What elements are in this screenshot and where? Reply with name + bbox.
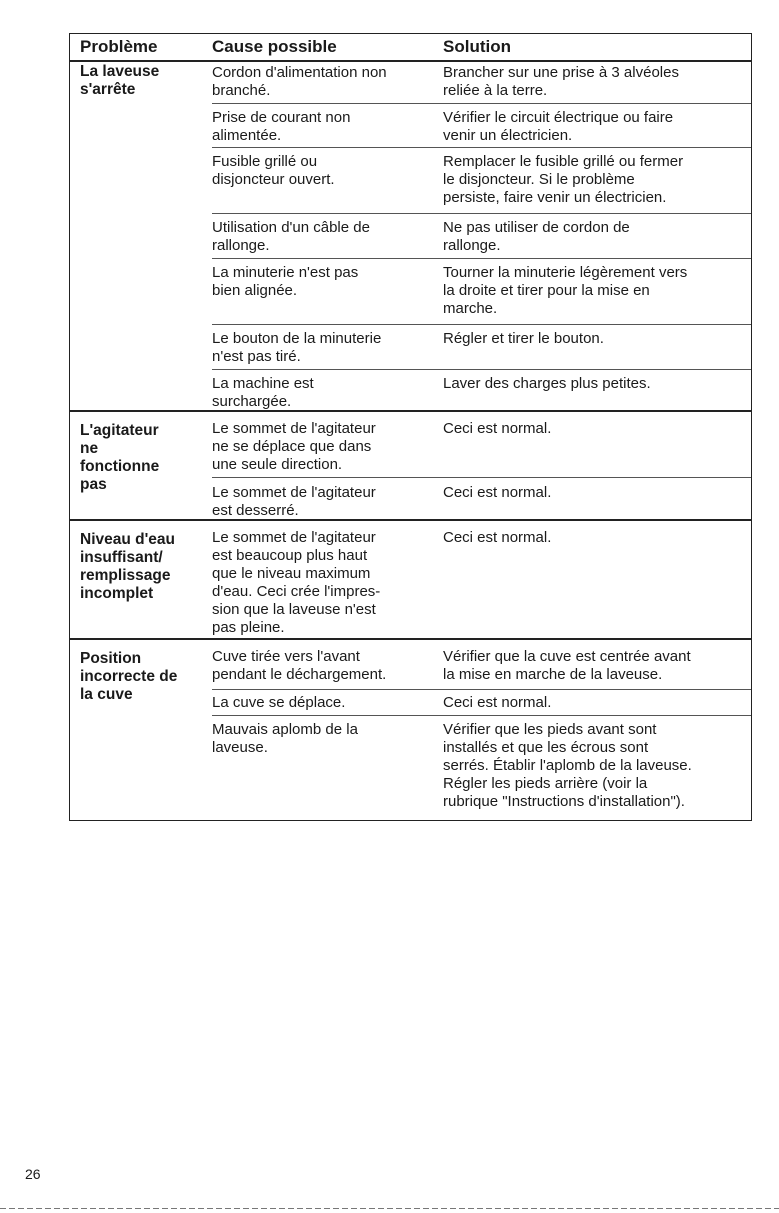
- cause-cell: Le sommet de l'agitateur est beaucoup plus haut que le niveau maximum d'eau. Ceci crée l'impres- sion que la laveuse n'est pas pleine.: [212, 529, 381, 636]
- cause-cell: Fusible grillé ou disjoncteur ouvert.: [212, 153, 335, 188]
- solution-cell: Vérifier que les pieds avant sont installés et que les écrous sont serrés. Établir l'aplomb de la laveuse. Régler les pieds arrière (voir la rubrique "Instructions d'installation").: [443, 721, 692, 810]
- solution-cell: Vérifier le circuit électrique ou faire venir un électricien.: [443, 109, 674, 144]
- troubleshooting-table: [69, 33, 752, 821]
- problem-group-washer-stops: [70, 61, 751, 442]
- problem-label: Position incorrecte de la cuve: [80, 650, 178, 703]
- table-header: [70, 34, 751, 62]
- solution-cell: Remplacer le fusible grillé ou fermer le disjoncteur. Si le problème persiste, faire venir un électricien.: [443, 153, 684, 206]
- table-row: [212, 213, 751, 254]
- header-cause: Cause possible: [212, 37, 337, 56]
- solution-cell: Tourner la minuterie légèrement vers la droite et tirer pour la mise en marche.: [443, 264, 688, 317]
- cause-cell: Mauvais aplomb de la laveuse.: [212, 721, 358, 756]
- table-row: [212, 529, 751, 639]
- header-solution: Solution: [443, 37, 511, 56]
- problem-group-agitator: [70, 410, 751, 520]
- cause-cell: Cuve tirée vers l'avant pendant le déchargement.: [212, 648, 387, 683]
- solution-cell: Régler et tirer le bouton.: [443, 330, 604, 347]
- problem-label: La laveuse s'arrête: [80, 63, 160, 98]
- table-row: [212, 369, 751, 410]
- problem-label: L'agitateur ne fonctionne pas: [80, 422, 160, 493]
- table-row: [212, 715, 751, 822]
- cause-cell: Prise de courant non alimentée.: [212, 109, 351, 144]
- solution-cell: Ceci est normal.: [443, 694, 552, 711]
- cause-cell: Le bouton de la minuterie n'est pas tiré.: [212, 330, 382, 365]
- solution-cell: Ne pas utiliser de cordon de rallonge.: [443, 219, 630, 254]
- cause-cell: Le sommet de l'agitateur ne se déplace que dans une seule direction.: [212, 420, 376, 473]
- solution-cell: Brancher sur une prise à 3 alvéoles reliée à la terre.: [443, 64, 679, 99]
- cause-cell: Le sommet de l'agitateur est desserré.: [212, 484, 376, 519]
- solution-cell: Laver des charges plus petites.: [443, 375, 651, 392]
- table-row: [212, 324, 751, 365]
- cause-cell: Cordon d'alimentation non branché.: [212, 64, 387, 99]
- table-row: [212, 477, 751, 520]
- cause-cell: La machine est surchargée.: [212, 375, 314, 410]
- table-row: [212, 258, 751, 319]
- table-row: [212, 147, 751, 208]
- table-row: [212, 420, 751, 475]
- solution-cell: Ceci est normal.: [443, 529, 552, 546]
- table-row: [212, 64, 751, 101]
- cause-cell: La minuterie n'est pas bien alignée.: [212, 264, 359, 299]
- header-problem: Problème: [80, 37, 158, 56]
- problem-group-tub-position: [70, 638, 751, 822]
- solution-cell: Ceci est normal.: [443, 484, 552, 501]
- cause-cell: Utilisation d'un câble de rallonge.: [212, 219, 370, 254]
- solution-cell: Vérifier que la cuve est centrée avant la mise en marche de la laveuse.: [443, 648, 691, 683]
- cause-cell: La cuve se déplace.: [212, 694, 346, 711]
- solution-cell: Ceci est normal.: [443, 420, 552, 437]
- table-row: [212, 648, 751, 688]
- page-number: 26: [25, 1166, 41, 1182]
- problem-group-water-level: [70, 519, 751, 641]
- page-bottom-rule: [0, 1208, 779, 1209]
- problem-label: Niveau d'eau insuffisant/ remplissage incomplet: [80, 531, 175, 602]
- table-row: [212, 103, 751, 149]
- table-row: [212, 689, 751, 714]
